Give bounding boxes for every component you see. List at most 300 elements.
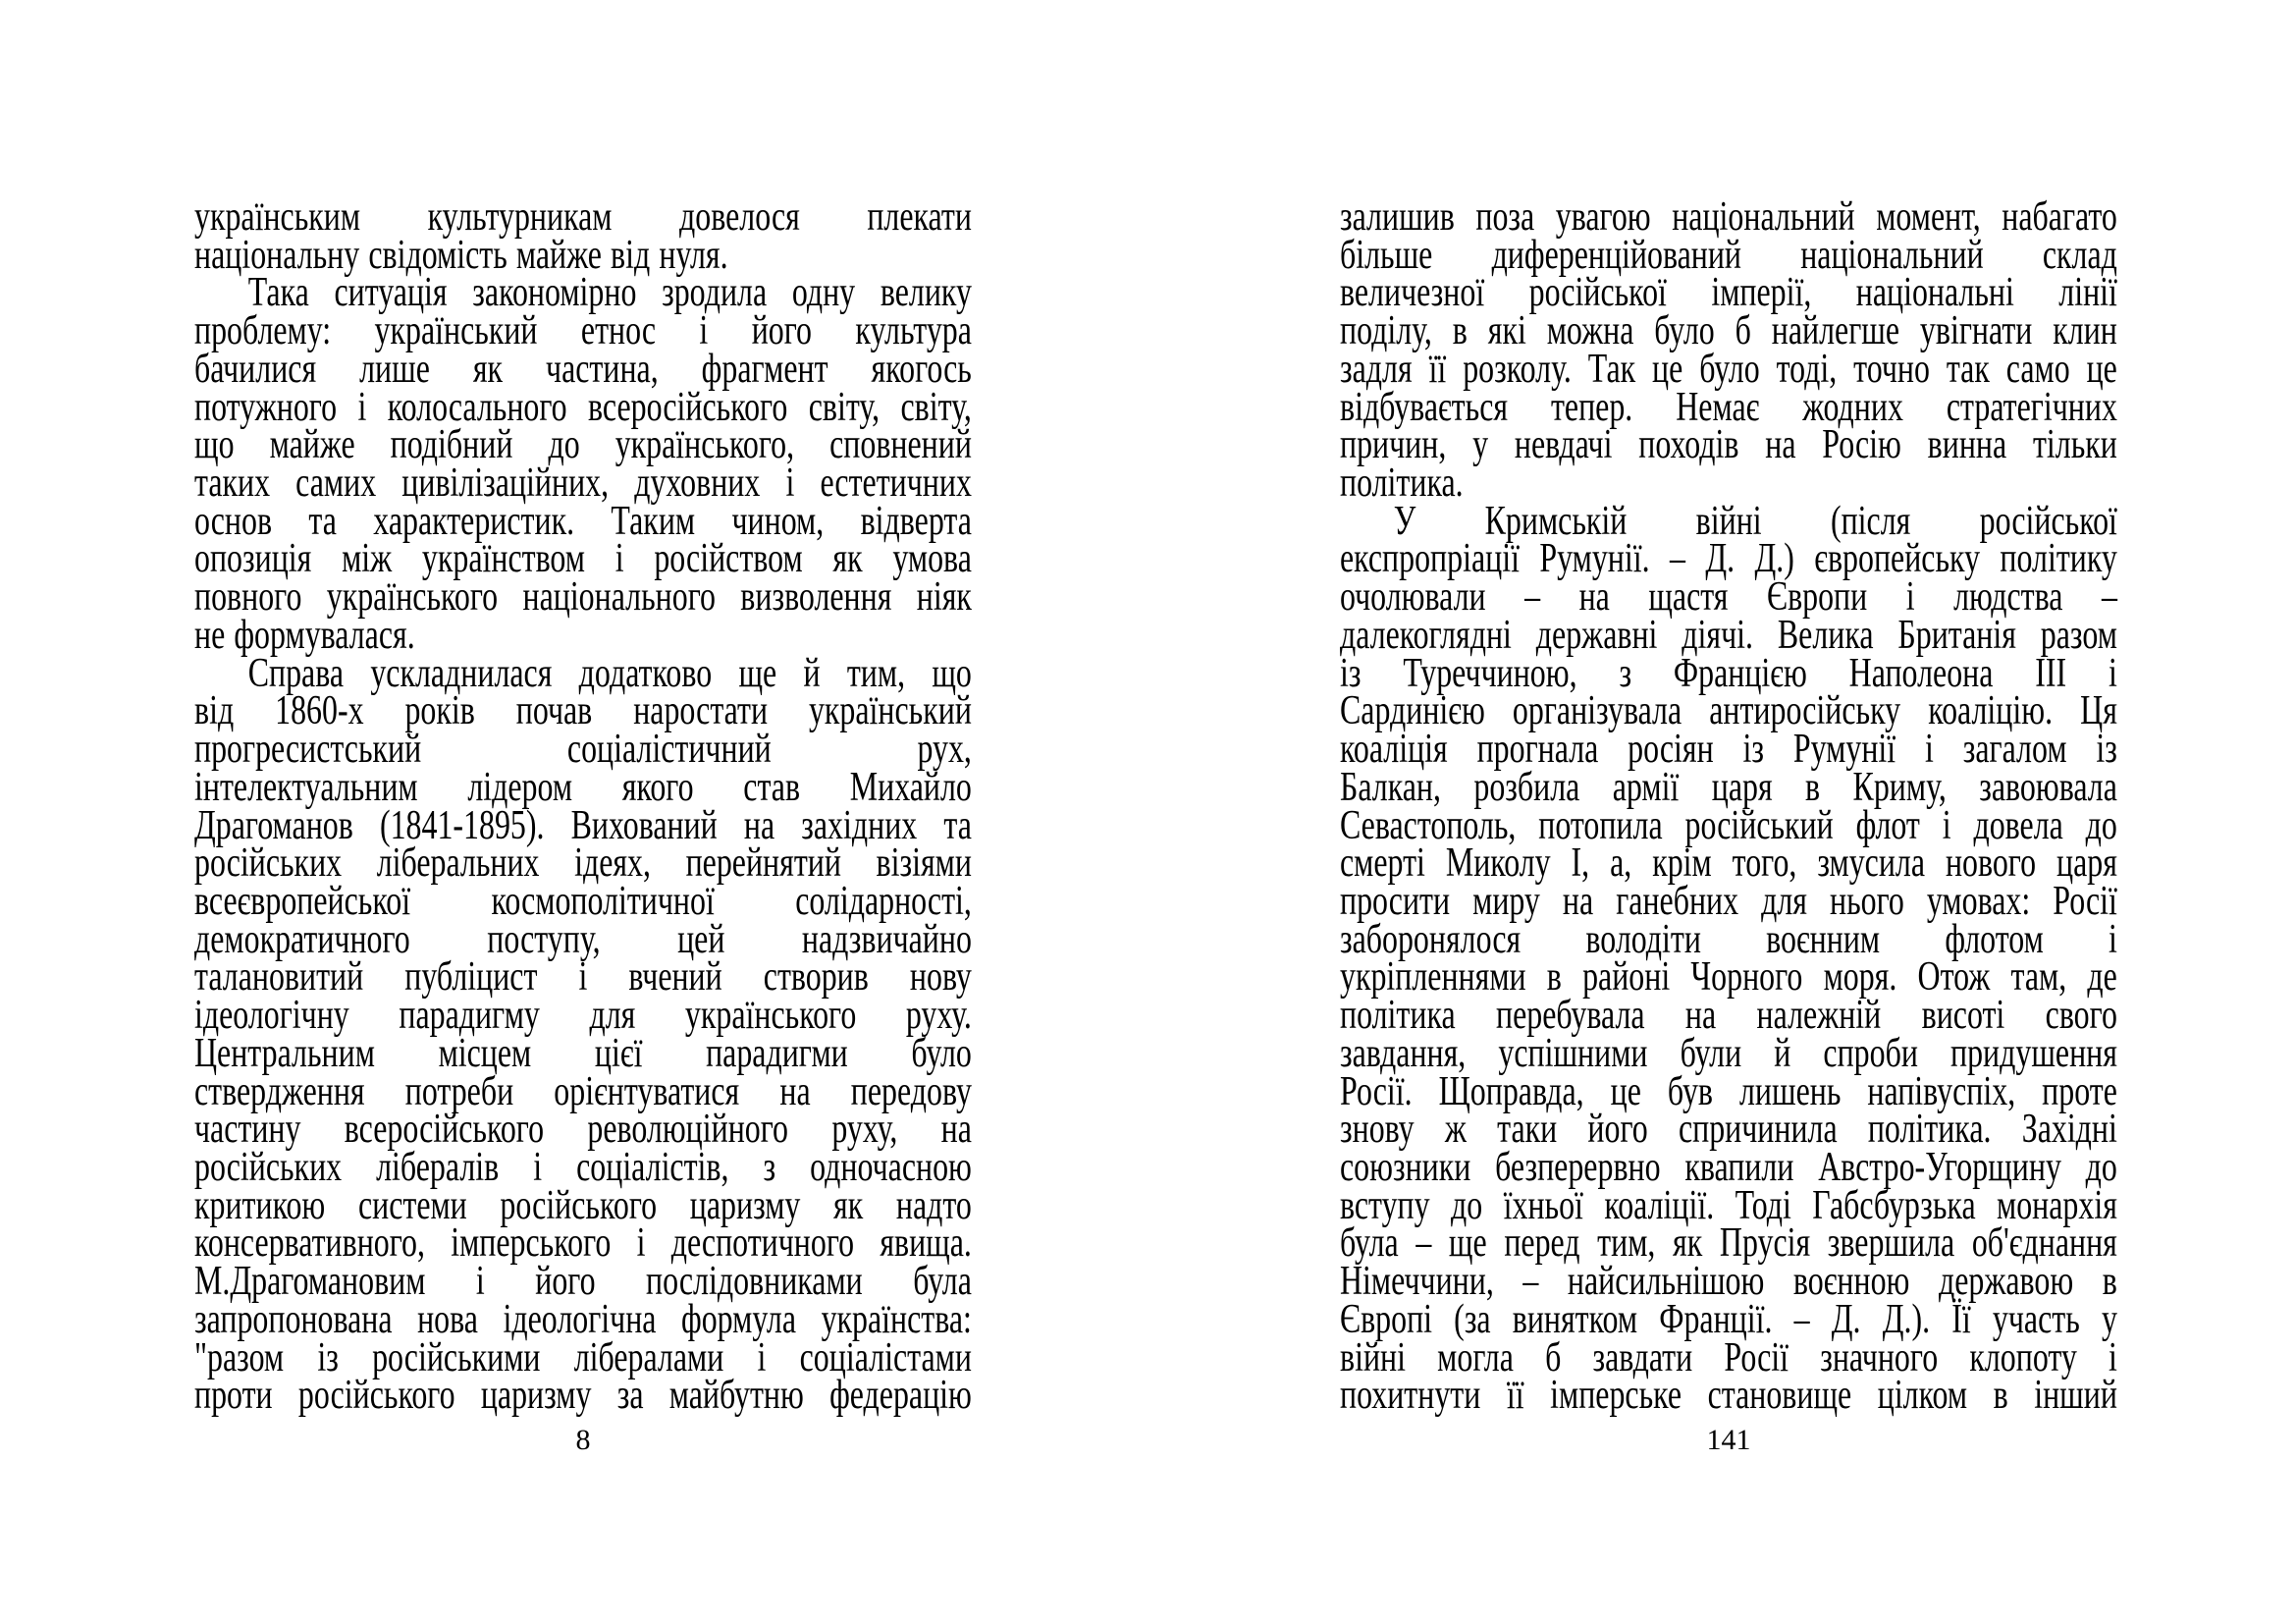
word: руху,	[831, 1107, 898, 1153]
word: політику	[2000, 536, 2117, 582]
word: і	[614, 536, 624, 582]
word: причин,	[1340, 422, 1447, 468]
word: лишень	[1738, 1068, 1842, 1114]
word: всеєвропейської	[194, 878, 411, 924]
text-line	[1340, 270, 2117, 316]
word: а,	[1610, 840, 1632, 887]
word: просити	[1340, 878, 1451, 924]
word: –	[1669, 536, 1685, 582]
word: миру	[1472, 878, 1540, 924]
text-line	[194, 954, 972, 1001]
word: значного	[1820, 1334, 1939, 1380]
word: антиросійську	[1709, 688, 1901, 734]
word: соціалістичний	[566, 727, 772, 773]
word: українства:	[821, 1296, 972, 1342]
word: західних	[801, 802, 918, 848]
word: довела	[1973, 802, 2063, 848]
word: ще	[1448, 1220, 1487, 1267]
word: колосального	[387, 384, 567, 430]
word: у	[2101, 1296, 2117, 1342]
word: царизму	[480, 1373, 592, 1419]
text-line	[194, 346, 972, 392]
word: орієнтуватися	[554, 1068, 740, 1114]
word: Росії	[2053, 878, 2117, 924]
word: європейську	[1814, 536, 1981, 582]
word: і	[1905, 574, 1915, 621]
word: Велика	[1777, 612, 1874, 658]
word: Д.	[1705, 536, 1735, 582]
text-line	[194, 840, 972, 887]
word: ідеологічна	[503, 1296, 657, 1342]
word: парадигми	[706, 1030, 848, 1076]
word: соціалістами	[799, 1334, 972, 1380]
word: політика.	[1340, 460, 1464, 507]
word: б	[1545, 1334, 1562, 1380]
word: воєнною	[1792, 1259, 1910, 1305]
word: довелося	[679, 194, 800, 240]
word: явища.	[880, 1220, 972, 1267]
word: українського,	[614, 422, 795, 468]
word: з	[763, 1144, 776, 1190]
word: національні	[1855, 270, 2014, 316]
word: ж	[1444, 1107, 1467, 1153]
word: придушення	[1950, 1030, 2117, 1076]
word: смерті	[1340, 840, 1425, 887]
word: поступу,	[487, 916, 601, 962]
word: їхньої	[1503, 1182, 1583, 1228]
word: ситуація	[334, 270, 448, 316]
word: українського	[684, 993, 857, 1039]
word: ствердження	[194, 1068, 365, 1114]
word: винна	[1927, 422, 2007, 468]
word: безперервно	[1495, 1144, 1661, 1190]
word: майбутню	[668, 1373, 804, 1419]
word: консервативного,	[194, 1220, 425, 1267]
word: свідомість	[368, 232, 507, 278]
word: укріпленнями	[1340, 954, 1526, 1001]
word: її	[1428, 346, 1447, 392]
word: очолювали	[1340, 574, 1486, 621]
text-line	[194, 650, 972, 696]
word: що	[194, 422, 235, 468]
word: і	[757, 1334, 767, 1380]
word: російської	[1528, 270, 1667, 316]
text-line	[1340, 764, 2117, 810]
word: із	[2096, 727, 2117, 773]
word: таких	[194, 460, 271, 507]
word: цілком	[1877, 1373, 1968, 1419]
text-line	[1340, 1220, 2117, 1267]
word: Франції.	[1659, 1296, 1773, 1342]
text-line	[1340, 1334, 2117, 1380]
word: одну	[791, 270, 856, 316]
word: і	[785, 460, 795, 507]
word: царя	[2056, 840, 2117, 887]
word: становище	[1707, 1373, 1852, 1419]
text-line	[194, 993, 972, 1039]
word: деспотичного	[670, 1220, 855, 1267]
word: як	[472, 346, 504, 392]
text-line	[194, 764, 972, 810]
word: візіями	[876, 840, 972, 887]
word: найсильнішою	[1567, 1259, 1765, 1305]
word: імперське	[1550, 1373, 1682, 1419]
word: лише	[359, 346, 430, 392]
word: Румунії.	[1539, 536, 1650, 582]
word: цієї	[594, 1030, 643, 1076]
word: передову	[850, 1068, 972, 1114]
word: на	[1562, 878, 1594, 924]
word: величезної	[1340, 270, 1485, 316]
word: нього	[1829, 878, 1904, 924]
word: місцем	[438, 1030, 532, 1076]
word: було	[911, 1030, 972, 1076]
word: нова	[417, 1296, 478, 1342]
word: був	[1667, 1068, 1713, 1114]
word: –	[1793, 1296, 1810, 1342]
word: I,	[1571, 840, 1590, 887]
word: найлегше	[1771, 308, 1900, 354]
word: ганебних	[1616, 878, 1739, 924]
word: поділу,	[1340, 308, 1432, 354]
word: потопила	[1538, 802, 1663, 848]
word: національний	[1800, 232, 1984, 278]
word: частину	[194, 1107, 301, 1153]
word: майже	[515, 232, 602, 278]
word: диференційований	[1491, 232, 1742, 278]
word: Така	[247, 270, 309, 316]
word: інтелектуальним	[194, 764, 418, 810]
word: росіян	[1628, 727, 1714, 773]
word: задля	[1340, 346, 1413, 392]
word: фрагмент	[701, 346, 828, 392]
word: повного	[194, 574, 302, 621]
word: Францією	[1673, 650, 1807, 696]
word: щастя	[1648, 574, 1729, 621]
page-number-right: 141	[1706, 1424, 1751, 1456]
word: як	[1673, 1220, 1703, 1267]
word: більше	[1340, 232, 1433, 278]
word: Д.	[1831, 1296, 1861, 1342]
word: того,	[1732, 840, 1797, 887]
word: Д.).	[1882, 1296, 1931, 1342]
word: походів	[1638, 422, 1739, 468]
word: років	[404, 688, 475, 734]
word: ліберальних	[376, 840, 540, 887]
word: III	[2035, 650, 2067, 696]
word: парадигму	[399, 993, 540, 1039]
word: Росії	[1724, 1334, 1789, 1380]
word: невдачі	[1514, 422, 1613, 468]
word: в	[1452, 308, 1468, 354]
text-line	[1340, 650, 2117, 696]
word: ідеях,	[574, 840, 652, 887]
word: російського	[500, 1182, 658, 1228]
text-line	[194, 1144, 972, 1190]
word: свого	[2045, 993, 2117, 1039]
word: до	[1451, 1182, 1483, 1228]
word: якого	[621, 764, 694, 810]
word: системи	[357, 1182, 467, 1228]
word: У	[1393, 498, 1416, 544]
word: районі	[1582, 954, 1671, 1001]
word: само	[2005, 346, 2070, 392]
text-line	[194, 1373, 972, 1419]
word: прогресистський	[194, 727, 422, 773]
word: надто	[895, 1182, 972, 1228]
word: організувала	[1512, 688, 1682, 734]
word: державні	[1535, 612, 1658, 658]
word: експропріації	[1340, 536, 1520, 582]
word: самих	[295, 460, 377, 507]
word: для	[1761, 878, 1807, 924]
word: завдання,	[1340, 1030, 1467, 1076]
word: з	[1619, 650, 1632, 696]
word: –	[2101, 574, 2117, 621]
word: людства	[1953, 574, 2063, 621]
word: російського	[297, 1373, 455, 1419]
word: етнос	[580, 308, 657, 354]
word: і	[699, 308, 709, 354]
text-line	[194, 270, 972, 316]
word: відбувається	[1340, 384, 1509, 430]
text-line	[194, 1068, 972, 1114]
word: із	[1742, 727, 1765, 773]
word: перебувала	[1496, 993, 1645, 1039]
word: Чорного	[1690, 954, 1803, 1001]
word: велику	[880, 270, 972, 316]
word: на	[1578, 574, 1610, 621]
word: Вихований	[570, 802, 718, 848]
word: Д.)	[1754, 536, 1794, 582]
word: лінії	[2058, 270, 2117, 316]
text-line	[1340, 232, 2117, 278]
word: флот	[1855, 802, 1920, 848]
word: Немає	[1676, 384, 1760, 430]
text-line	[194, 727, 972, 773]
word: світу,	[900, 384, 972, 430]
word: естетичних	[820, 460, 972, 507]
word: Австро-Угорщину	[1818, 1144, 2061, 1190]
word: став	[743, 764, 801, 810]
word: Росію	[1822, 422, 1901, 468]
word: перед	[1504, 1220, 1580, 1267]
word: лібералами	[573, 1334, 724, 1380]
text-line	[194, 1182, 972, 1228]
word: від	[611, 232, 651, 278]
word: в	[1546, 954, 1562, 1001]
word: і	[636, 1220, 646, 1267]
word: культура	[855, 308, 972, 354]
text-line	[194, 1030, 972, 1076]
text-line	[1340, 612, 2117, 658]
word: які	[1487, 308, 1526, 354]
word: було	[1654, 308, 1715, 354]
word: далекоглядні	[1340, 612, 1512, 658]
word: і	[2109, 916, 2117, 962]
word: російством	[654, 536, 803, 582]
word: –	[1524, 574, 1541, 621]
word: й	[1774, 1030, 1791, 1076]
word: (1841-1895).	[379, 802, 545, 848]
text-line	[194, 384, 972, 430]
word: цей	[677, 916, 725, 962]
word: Європі	[1340, 1296, 1433, 1342]
word: створив	[763, 954, 869, 1001]
word: тільки	[2032, 422, 2117, 468]
word: Західні	[2021, 1107, 2117, 1153]
word: коаліції.	[1604, 1182, 1715, 1228]
word: почав	[515, 688, 593, 734]
word: 1860-х	[275, 688, 364, 734]
word: надзвичайно	[801, 916, 972, 962]
word: монархія	[1997, 1182, 2117, 1228]
text-line	[194, 916, 972, 962]
word: визволення	[740, 574, 892, 621]
text-line	[194, 422, 972, 468]
word: додатково	[578, 650, 713, 696]
word: потреби	[404, 1068, 514, 1114]
text-line	[1340, 1296, 2117, 1342]
word: Тоді	[1735, 1182, 1791, 1228]
word: українського	[326, 574, 499, 621]
word: армії	[1612, 764, 1680, 810]
word: союзники	[1340, 1144, 1471, 1190]
text-line	[194, 1259, 972, 1305]
word: для	[589, 993, 636, 1039]
text-line	[194, 194, 972, 240]
text-line	[1340, 422, 2117, 468]
word: на	[1765, 422, 1796, 468]
word: М.Драгомановим	[194, 1259, 426, 1305]
word: російськими	[372, 1334, 541, 1380]
word: ускладнилася	[370, 650, 553, 696]
word: якогось	[871, 346, 972, 392]
text-line	[1340, 1030, 2117, 1076]
page-number-left: 8	[575, 1424, 591, 1456]
word: там,	[2010, 954, 2067, 1001]
word: український	[808, 688, 972, 734]
word: на	[779, 1068, 811, 1114]
word: і	[1942, 802, 1951, 848]
text-line	[1340, 878, 2117, 924]
text-line	[1340, 688, 2117, 734]
word: знову	[1340, 1107, 1415, 1153]
word: тепер.	[1550, 384, 1633, 430]
word: нового	[1945, 840, 2037, 887]
word: воєнним	[1766, 916, 1881, 962]
page-left-text	[194, 194, 972, 1419]
word: в	[2102, 1259, 2117, 1305]
word: й	[803, 650, 821, 696]
word: подібний	[390, 422, 513, 468]
word: Так	[1587, 346, 1636, 392]
word: до	[548, 422, 580, 468]
word: Сардинією	[1340, 688, 1485, 734]
word: Кримській	[1484, 498, 1628, 544]
word: в	[1993, 1373, 2008, 1419]
word: спроби	[1823, 1030, 1918, 1076]
word: флотом	[1945, 916, 2044, 962]
word: вчений	[628, 954, 722, 1001]
word: Європи	[1766, 574, 1868, 621]
text-line	[194, 688, 972, 734]
word: ще	[738, 650, 777, 696]
word: залишив	[1340, 194, 1455, 240]
word: російської	[1979, 498, 2117, 544]
word: і	[1924, 727, 1934, 773]
word: тоді,	[1776, 346, 1838, 392]
word: умовах:	[1926, 878, 2031, 924]
word: війні	[1340, 1334, 1406, 1380]
text-line	[1340, 460, 2117, 507]
text-line	[1340, 1107, 2117, 1153]
word: Криму,	[1852, 764, 1947, 810]
word: зродила	[662, 270, 768, 316]
word: федерацію	[829, 1373, 972, 1419]
word: і	[533, 1144, 543, 1190]
text-line	[1340, 1144, 2117, 1190]
word: (після	[1830, 498, 1911, 544]
word: із	[317, 1334, 339, 1380]
word: формула	[681, 1296, 797, 1342]
word: інший	[2034, 1373, 2117, 1419]
word: державою	[1938, 1259, 2074, 1305]
word: набагато	[2002, 194, 2117, 240]
word: була	[1340, 1220, 1399, 1267]
word: цивілізаційних,	[401, 460, 610, 507]
word: політика.	[1867, 1107, 1992, 1153]
word: у	[1472, 422, 1489, 468]
word: ніяк	[916, 574, 972, 621]
text-line	[1340, 916, 2117, 962]
word: розколу.	[1463, 346, 1572, 392]
word: та	[943, 802, 972, 848]
word: винятком	[1512, 1296, 1638, 1342]
word: на	[1684, 993, 1717, 1039]
word: (за	[1454, 1296, 1491, 1342]
word: жодних	[1802, 384, 1903, 430]
word: запропонована	[194, 1296, 393, 1342]
word: таки	[1497, 1107, 1558, 1153]
word: космополітичної	[491, 878, 715, 924]
word: розбила	[1473, 764, 1580, 810]
word: точно	[1853, 346, 1930, 392]
text-line	[1340, 536, 2117, 582]
text-line	[1340, 1182, 2117, 1228]
word: всеросійського	[588, 384, 788, 430]
word: клопоту	[1969, 1334, 2077, 1380]
word: це	[2086, 346, 2117, 392]
word: основ	[194, 498, 273, 544]
word: відверта	[860, 498, 972, 544]
text-line	[194, 308, 972, 354]
word: чином,	[731, 498, 825, 544]
word: Прусія	[1719, 1220, 1811, 1267]
word: імперії,	[1711, 270, 1812, 316]
word: його	[535, 1259, 596, 1305]
text-line	[194, 1220, 972, 1267]
word: момент,	[1876, 194, 1981, 240]
word: заборонялося	[1340, 916, 1522, 962]
text-line	[194, 536, 972, 582]
word: завдати	[1592, 1334, 1693, 1380]
word: ідеологічну	[194, 993, 349, 1039]
word: Таким	[611, 498, 696, 544]
text-line	[194, 1107, 972, 1153]
word: соціалістів,	[576, 1144, 729, 1190]
word: що	[932, 650, 972, 696]
